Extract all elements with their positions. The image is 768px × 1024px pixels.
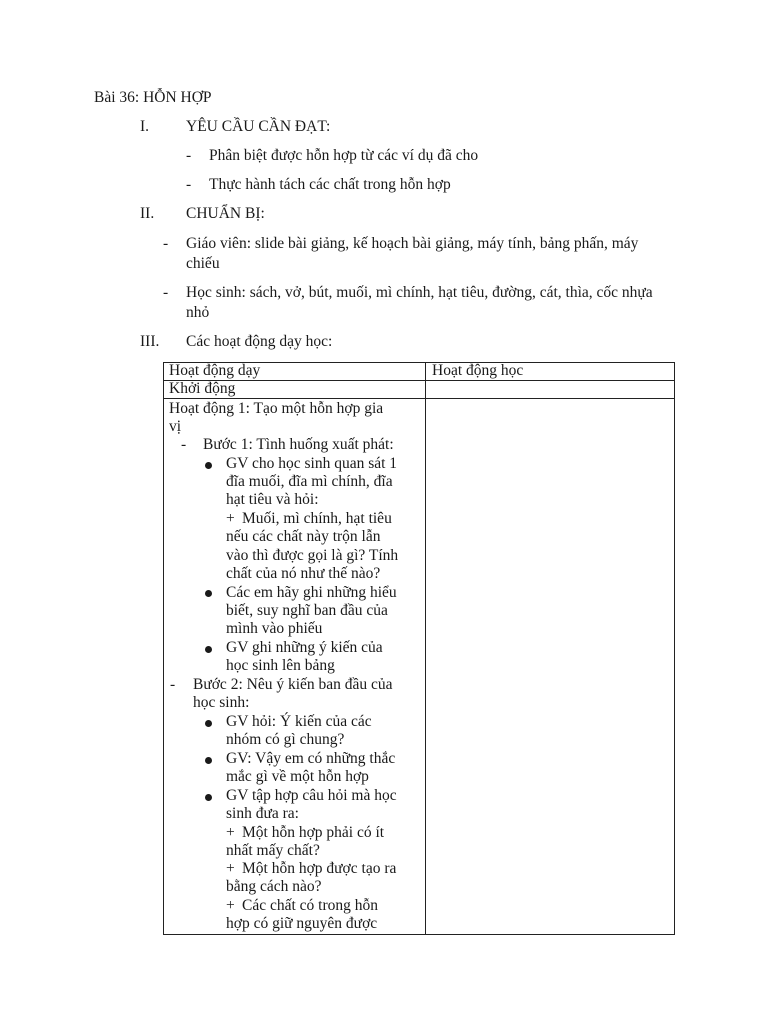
objective-item-1: Phân biệt được hỗn hợp từ các ví dụ đã cho (209, 147, 479, 164)
section-heading-3: Các hoạt động dạy học: (186, 333, 333, 350)
activity-title: Hoạt động 1: Tạo một hỗn hợp gia (169, 400, 384, 417)
step2-item1-line: nhóm có gì chung? (226, 731, 345, 748)
step1-item2-line: biết, suy nghĩ ban đầu của (226, 602, 388, 619)
objective-item-2: Thực hành tách các chất trong hỗn hợp (209, 176, 451, 193)
step2-title-cont: học sinh: (193, 694, 250, 711)
step1-title: Bước 1: Tình huống xuất phát: (203, 436, 394, 453)
section-heading-2: CHUẨN BỊ: (186, 205, 265, 222)
step2-item2-line: mắc gì về một hỗn hợp (226, 768, 369, 785)
bullet-icon (205, 590, 212, 597)
plus-marker: + (226, 860, 235, 877)
table-header-learning: Hoạt động học (432, 362, 524, 379)
bullet-icon (205, 794, 212, 801)
step2-question-line: Các chất có trong hỗn (242, 897, 379, 914)
plus-marker: + (226, 824, 235, 841)
step1-item3-line: GV ghi những ý kiến của (226, 639, 383, 656)
bullet-icon (205, 720, 212, 727)
plus-marker: + (226, 510, 235, 527)
dash-marker: - (163, 284, 169, 301)
step2-item3-line: sinh đưa ra: (226, 805, 299, 822)
dash-marker: - (181, 436, 187, 453)
step2-item1-line: GV hỏi: Ý kiến của các (226, 713, 372, 730)
step2-item3-line: GV tập hợp câu hỏi mà học (226, 787, 397, 804)
plus-marker: + (226, 897, 235, 914)
step2-title: Bước 2: Nêu ý kiến ban đầu của (193, 676, 393, 693)
table-row-warmup: Khởi động (169, 380, 236, 397)
step1-item2-line: Các em hãy ghi những hiểu (226, 584, 397, 601)
step2-item2-line: GV: Vậy em có những thắc (226, 750, 396, 767)
section-number-2: II. (140, 205, 155, 222)
table-column-divider (425, 362, 426, 935)
bullet-icon (205, 462, 212, 469)
dash-marker: - (170, 676, 176, 693)
preparation-item-teacher: Giáo viên: slide bài giảng, kế hoạch bài giảng, máy tính, bảng phấn, máy chiếu (186, 235, 639, 272)
bullet-icon (205, 757, 212, 764)
bullet-icon (205, 646, 212, 653)
step2-question-line: hợp có giữ nguyên được (226, 915, 378, 932)
step2-question-line: nhất mấy chất? (226, 842, 320, 859)
step1-item1-line: đĩa muối, đĩa mì chính, đĩa (226, 473, 393, 490)
step1-subitem-line: nếu các chất này trộn lẫn (226, 528, 381, 545)
dash-marker: - (163, 235, 169, 252)
step1-subitem-line: Muối, mì chính, hạt tiêu (242, 510, 392, 527)
step1-item1-line: hạt tiêu và hỏi: (226, 491, 319, 508)
step2-question-line: Một hỗn hợp được tạo ra (242, 860, 397, 877)
lesson-title: Bài 36: HỖN HỢP (94, 89, 212, 106)
step1-item3-line: học sinh lên bảng (226, 657, 335, 674)
step2-question-line: bằng cách nào? (226, 878, 322, 895)
section-heading-1: YÊU CẦU CẦN ĐẠT: (186, 118, 331, 135)
dash-marker: - (186, 147, 192, 164)
table-header-teaching: Hoạt động dạy (169, 362, 261, 379)
table-row-divider (163, 398, 675, 399)
step2-question-line: Một hỗn hợp phải có ít (242, 824, 385, 841)
activity-title-cont: vị (169, 418, 182, 435)
section-number-1: I. (140, 118, 150, 135)
preparation-item-student: Học sinh: sách, vở, bút, muối, mì chính, hạt tiêu, đường, cát, thìa, cốc nhựa nhỏ (186, 284, 653, 321)
step1-item1-line: GV cho học sinh quan sát 1 (226, 455, 398, 472)
step1-subitem-line: vào thì được gọi là gì? Tính (226, 547, 399, 564)
step1-item2-line: mình vào phiếu (226, 620, 323, 637)
step1-subitem-line: chất của nó như thế nào? (226, 565, 381, 582)
section-number-3: III. (140, 333, 160, 350)
dash-marker: - (186, 176, 192, 193)
